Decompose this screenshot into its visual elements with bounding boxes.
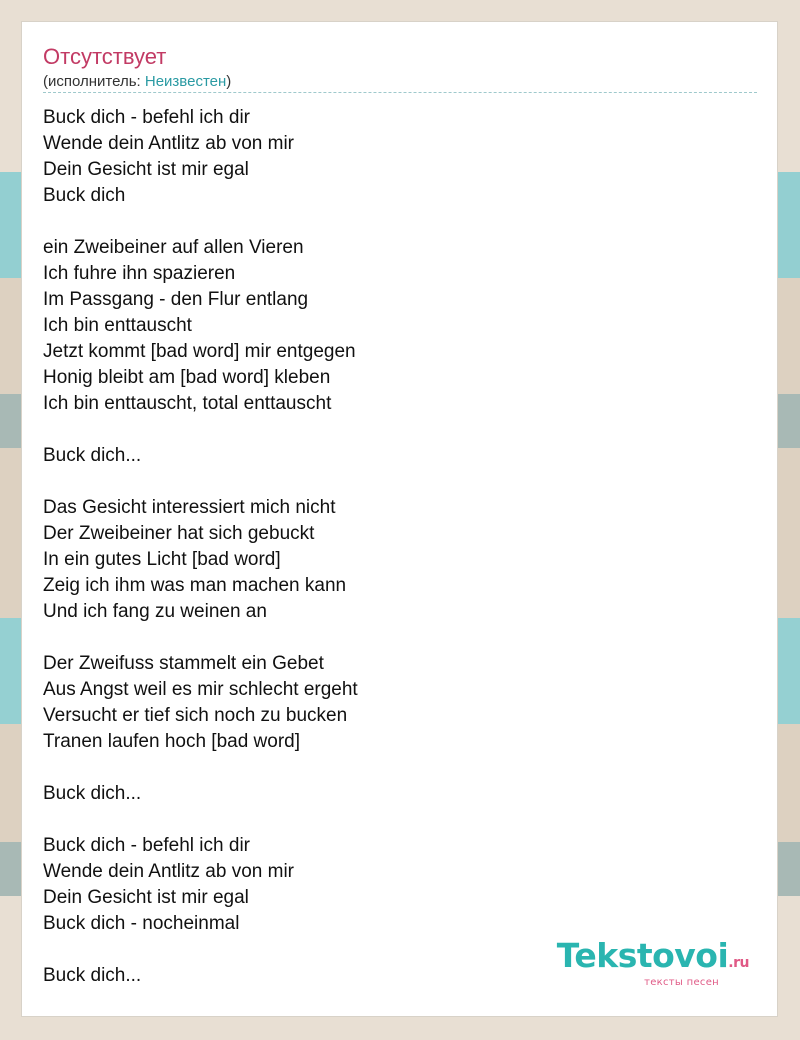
lyric-line: ein Zweibeiner auf allen Vieren [43,237,304,258]
lyric-line: Buck dich... [43,445,142,466]
lyric-blank-line [43,469,358,495]
lyric-blank-line [43,807,358,833]
lyric-line: Dein Gesicht ist mir egal [43,887,249,908]
logo-tld: .ru [728,955,749,971]
lyric-line: Wende dein Antlitz ab von mir [43,861,295,882]
lyric-line: Wende dein Antlitz ab von mir [43,133,295,154]
lyric-line: Der Zweifuss stammelt ein Gebet [43,653,324,674]
site-logo[interactable] [556,936,749,988]
song-title: Отсутствует [43,44,167,69]
logo-main-text: Tekstovoi [556,936,729,975]
lyric-line: Buck dich - nocheinmal [43,913,240,934]
lyrics-text [43,105,358,989]
lyric-line: Und ich fang zu weinen an [43,601,267,622]
lyric-line: Das Gesicht interessiert mich nicht [43,497,336,518]
lyric-line: Buck dich - befehl ich dir [43,107,250,128]
lyric-line: Ich fuhre ihn spazieren [43,263,236,284]
lyric-line: In ein gutes Licht [bad word] [43,549,281,570]
lyric-line: Jetzt kommt [bad word] mir entgegen [43,341,356,362]
lyric-line: Ich bin enttauscht [43,315,192,336]
title-divider [43,92,757,93]
lyric-line: Im Passgang - den Flur entlang [43,289,309,310]
lyric-line: Dein Gesicht ist mir egal [43,159,249,180]
artist-suffix: ) [226,73,232,90]
artist-prefix: (исполнитель: [43,73,145,90]
lyric-blank-line [43,937,358,963]
lyric-blank-line [43,625,358,651]
lyric-line: Zeig ich ihm was man machen kann [43,575,347,596]
logo-wordmark [556,936,749,980]
lyric-blank-line [43,417,358,443]
lyric-line: Ich bin enttauscht, total enttauscht [43,393,332,414]
lyric-line: Buck dich - befehl ich dir [43,835,250,856]
lyric-line: Versucht er tief sich noch zu bucken [43,705,348,726]
lyric-line: Der Zweibeiner hat sich gebuckt [43,523,315,544]
artist-link[interactable]: Неизвестен [144,73,227,90]
lyric-line: Tranen laufen hoch [bad word] [43,731,301,752]
lyric-line: Buck dich [43,185,126,206]
lyric-blank-line [43,209,358,235]
lyric-line: Aus Angst weil es mir schlecht ergeht [43,679,358,700]
artist-line [43,73,231,91]
logo-tagline: тексты песен [644,977,719,988]
lyrics-card [21,21,778,1017]
lyric-line: Buck dich... [43,783,142,804]
lyric-blank-line [43,755,358,781]
lyric-line: Buck dich... [43,965,142,986]
lyric-line: Honig bleibt am [bad word] kleben [43,367,331,388]
